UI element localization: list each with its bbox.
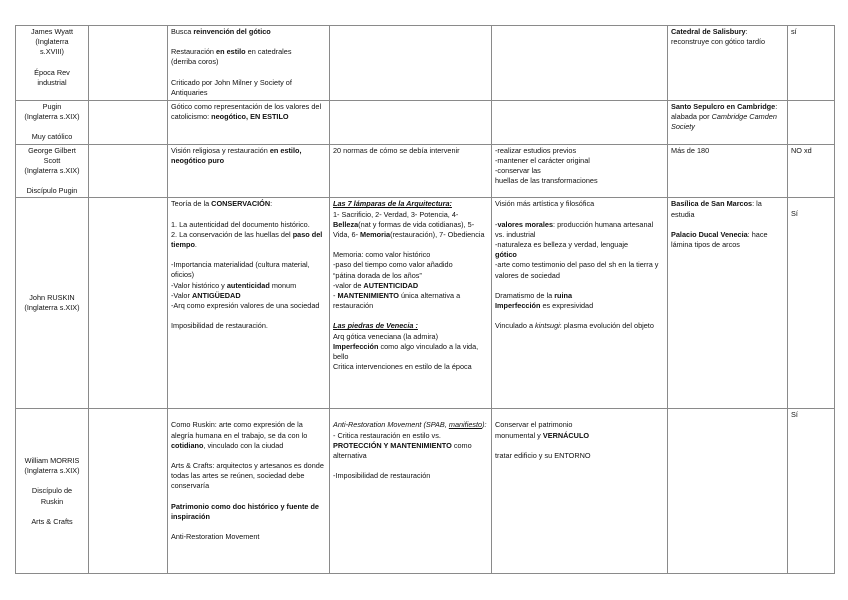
theory-cell: Como Ruskin: arte como expresión de la alegría humana en el trabajo, se da con lo cotidiano, vinculado con la ciudad Arts & Crafts: arquitectos y artesanos es donde todas las artes se reúnen, sociedad debe conservaría Patrimonio como doc histórico y fuente de inspiración Anti-Restoration Movement — [168, 409, 330, 574]
theory-cell: Busca reinvención del gótico Restauración en estilo en catedrales (derriba coros) Criticado por John Milner y Society of Antiquaries — [168, 26, 330, 101]
empty-cell — [89, 26, 168, 101]
empty-cell — [330, 26, 492, 101]
table-row — [16, 101, 835, 145]
lamps-cell: Las 7 lámparas de la Arquitectura: 1- Sacrificio, 2- Verdad, 3- Potencia, 4- Belleza(nat y formas de vida cotidianas), 5- Vida, 6- Memoria(restauración), 7- Obediencia Memoria: como valor histórico -paso del tiempo como valor añadido “pátina dorada de los años” -valor de AUTENTICIDAD - MANTENIMIENTO única alternativa a restauración Las piedras de Venecia : Arq gótica veneciana (la admira) Imperfección como algo vinculado a la vida, bello Critica intervenciones en estilo de la época — [330, 198, 492, 409]
architect-cell: James Wyatt (Inglaterra s.XVIII) Época Rev industrial — [16, 26, 89, 101]
empty-cell — [89, 409, 168, 574]
movement-cell: Anti-Restoration Movement (SPAB, manifiesto): - Critica restauración en estilo vs. PROTECCIÓN Y MANTENIMIENTO como alternativa -Imposibilidad de restauración — [330, 409, 492, 574]
empty-cell — [89, 198, 168, 409]
norms-cell: 20 normas de cómo se debía intervenir — [330, 144, 492, 198]
empty-cell — [492, 26, 668, 101]
restoration-theorists-table — [15, 25, 835, 574]
works-cell: Santo Sepulcro en Cambridge: alabada por Cambridge Camden Society — [668, 101, 788, 145]
empty-cell — [330, 101, 492, 145]
architect-cell: Pugin (Inglaterra s.XIX) Muy católico — [16, 101, 89, 145]
works-cell: Basílica de San Marcos: la estudia Palacio Ducal Venecia: hace lámina tipos de arcos — [668, 198, 788, 409]
yes-cell: NO xd — [788, 144, 835, 198]
works-cell: Más de 180 — [668, 144, 788, 198]
theory-cell: Gótico como representación de los valores del catolicismo: neogótico, EN ESTILO — [168, 101, 330, 145]
works-cell — [668, 409, 788, 574]
principles-cell: -realizar estudios previos -mantener el carácter original -conservar las huellas de las transformaciones — [492, 144, 668, 198]
table-row — [16, 144, 835, 198]
architect-cell: George Gilbert Scott (Inglaterra s.XIX) Discípulo Pugin — [16, 144, 89, 198]
table-row — [16, 26, 835, 101]
yes-cell — [788, 101, 835, 145]
empty-cell — [492, 101, 668, 145]
table-row — [16, 409, 835, 574]
works-cell: Catedral de Salisbury: reconstruye con gótico tardío — [668, 26, 788, 101]
yes-cell: sí — [788, 26, 835, 101]
table-row — [16, 198, 835, 409]
empty-cell — [89, 144, 168, 198]
theory-cell: Teoría de la CONSERVACIÓN: 1. La autenticidad del documento histórico. 2. La conservación de las huellas del paso del tiempo. -Importancia materialidad (cultura material, oficios) -Valor histórico y autenticidad monum -Valor ANTIGÜEDAD -Arq como expresión valores de una sociedad Imposibilidad de restauración. — [168, 198, 330, 409]
architect-cell: John RUSKIN (Inglaterra s.XIX) — [16, 198, 89, 409]
principles-cell: Visión más artística y filosófica -valores morales: producción humana artesanal vs. industrial -naturaleza es belleza y verdad, lenguaje gótico -arte como testimonio del paso del sh en la tierra y valores de sociedad Dramatismo de la ruina Imperfección es expresividad Vinculado a kintsugi: plasma evolución del objeto — [492, 198, 668, 409]
yes-cell: Sí — [788, 198, 835, 409]
empty-cell — [89, 101, 168, 145]
yes-cell: Sí — [788, 409, 835, 574]
principles-cell: Conservar el patrimonio monumental y VERNÁCULO tratar edificio y su ENTORNO — [492, 409, 668, 574]
theory-cell: Visión religiosa y restauración en estilo, neogótico puro — [168, 144, 330, 198]
architect-cell: William MORRIS (Inglaterra s.XIX) Discípulo de Ruskin Arts & Crafts — [16, 409, 89, 574]
